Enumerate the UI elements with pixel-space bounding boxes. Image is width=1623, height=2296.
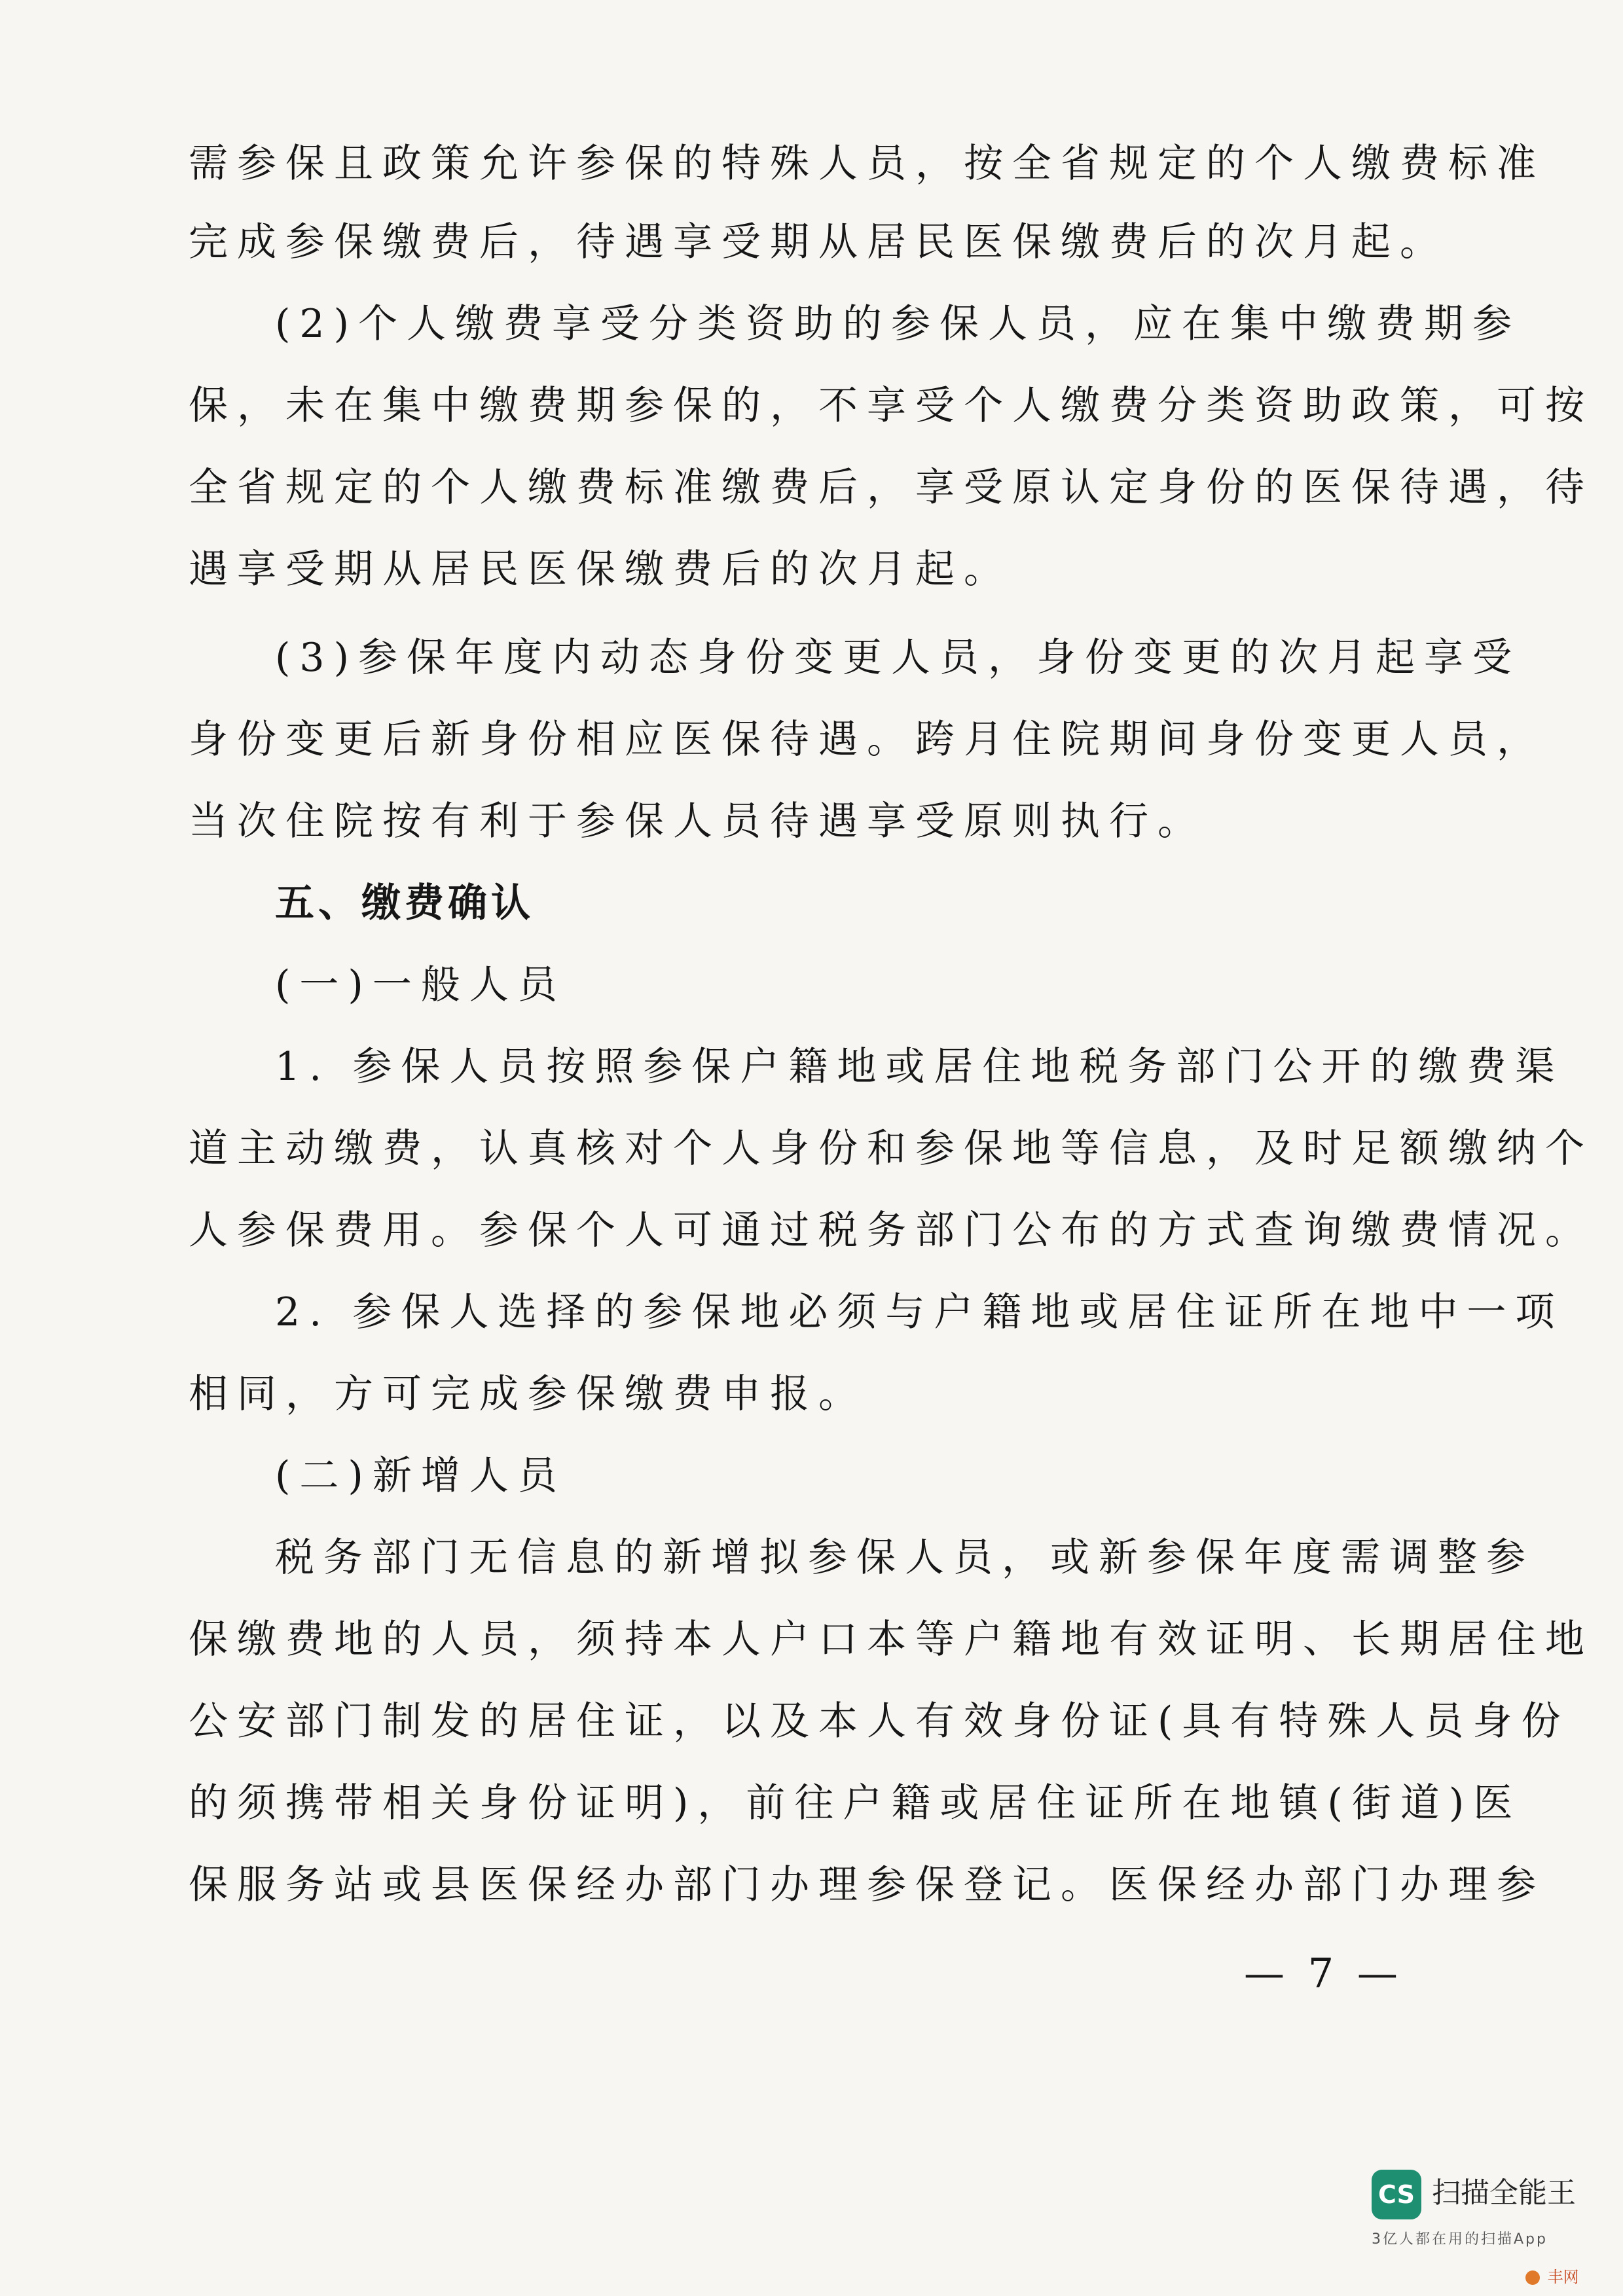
camscanner-logo-icon: CS <box>1372 2170 1421 2219</box>
text-line: 身份变更后新身份相应医保待遇。跨月住院期间身份变更人员， <box>189 717 1545 762</box>
text-line: 保服务站或县医保经办部门办理参保登记。医保经办部门办理参 <box>189 1862 1545 1908</box>
text-line: 全省规定的个人缴费标准缴费后，享受原认定身份的医保待遇，待 <box>189 465 1594 511</box>
site-badge <box>1525 2266 1579 2288</box>
text-line: 公安部门制发的居住证，以及本人有效身份证(具有特殊人员身份 <box>189 1698 1570 1744</box>
text-line: 道主动缴费，认真核对个人身份和参保地等信息，及时足额缴纳个 <box>189 1126 1594 1172</box>
text-line: (2)个人缴费享受分类资助的参保人员，应在集中缴费期参 <box>275 301 1521 347</box>
text-line: 1. 参保人员按照参保户籍地或居住地税务部门公开的缴费渠 <box>275 1044 1564 1090</box>
site-badge-text: 丰网 <box>1547 2268 1579 2286</box>
text-line: 的须携带相关身份证明)，前往户籍或居住证所在地镇(街道)医 <box>189 1780 1522 1826</box>
subsection-heading: (二)新增人员 <box>275 1453 566 1499</box>
watermark-tagline: 3亿人都在用的扫描App <box>1372 2231 1548 2248</box>
text-line: 当次住院按有利于参保人员待遇享受原则执行。 <box>189 798 1206 844</box>
watermark-app-name: 扫描全能王 <box>1432 2176 1576 2210</box>
text-line: 人参保费用。参保个人可通过税务部门公布的方式查询缴费情况。 <box>189 1208 1594 1253</box>
text-line: 需参保且政策允许参保的特殊人员，按全省规定的个人缴费标准 <box>189 141 1545 187</box>
text-line: 保，未在集中缴费期参保的，不享受个人缴费分类资助政策，可按 <box>189 383 1594 429</box>
text-line: 保缴费地的人员，须持本人户口本等户籍地有效证明、长期居住地 <box>189 1617 1594 1662</box>
site-logo-icon <box>1525 2270 1540 2285</box>
section-heading: 五、缴费确认 <box>275 880 534 926</box>
scanner-watermark <box>1372 2170 1576 2261</box>
text-line: 2. 参保人选择的参保地必须与户籍地或居住证所在地中一项 <box>275 1289 1564 1335</box>
text-line: 税务部门无信息的新增拟参保人员，或新参保年度需调整参 <box>275 1535 1535 1581</box>
subsection-heading: (一)一般人员 <box>275 962 566 1008</box>
text-line: 相同，方可完成参保缴费申报。 <box>189 1371 867 1417</box>
page-number: — 7 — <box>1244 1949 1403 1997</box>
text-line: 完成参保缴费后，待遇享受期从居民医保缴费后的次月起。 <box>189 219 1448 265</box>
text-line: 遇享受期从居民医保缴费后的次月起。 <box>189 547 1012 592</box>
text-line: (3)参保年度内动态身份变更人员，身份变更的次月起享受 <box>275 635 1521 681</box>
